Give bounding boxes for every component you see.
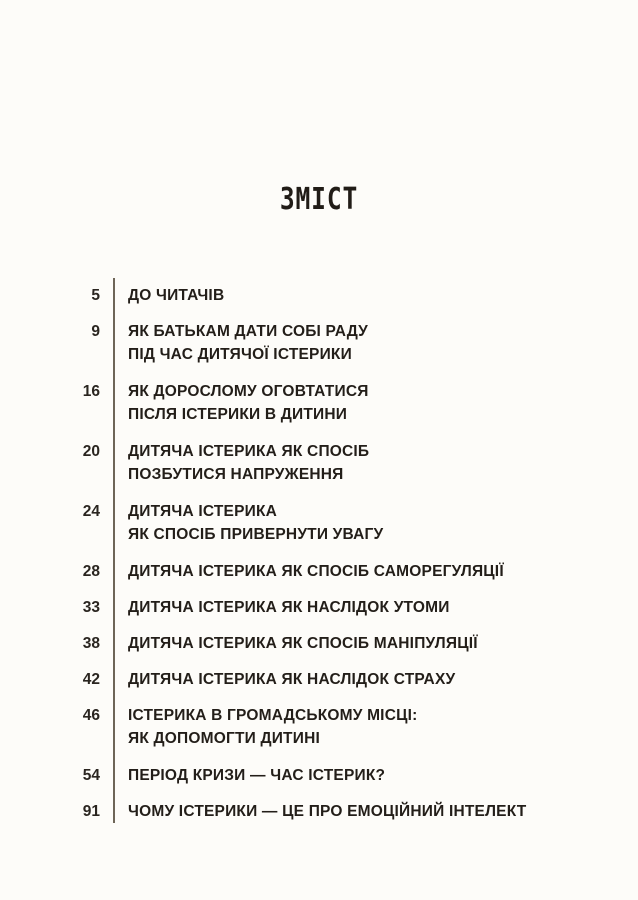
toc-entry[interactable] xyxy=(0,596,638,619)
entry-title: ЯК ДОРОСЛОМУ ОГОВТАТИСЯ ПІСЛЯ ІСТЕРИКИ В ДИТИНИ xyxy=(128,383,369,423)
page-number: 28 xyxy=(82,563,100,580)
toc-entry[interactable] xyxy=(0,440,638,486)
page-number: 46 xyxy=(82,707,100,724)
page-number: 20 xyxy=(82,443,100,460)
page-number: 42 xyxy=(82,671,100,688)
page-number: 33 xyxy=(82,599,100,616)
toc-entry[interactable] xyxy=(0,800,638,823)
entry-title: ДИТЯЧА ІСТЕРИКА ЯК НАСЛІДОК УТОМИ xyxy=(128,599,450,616)
toc-entry[interactable] xyxy=(0,632,638,655)
page-number: 24 xyxy=(82,503,100,520)
toc-entry[interactable] xyxy=(0,284,638,307)
toc-entry[interactable] xyxy=(0,668,638,691)
toc-entry[interactable] xyxy=(0,380,638,426)
entry-title: ДО ЧИТАЧІВ xyxy=(128,287,225,304)
table-of-contents xyxy=(0,284,638,836)
entry-title: ДИТЯЧА ІСТЕРИКА ЯК СПОСІБ САМОРЕГУЛЯЦІЇ xyxy=(128,563,504,580)
page-number: 54 xyxy=(82,767,100,784)
page-number: 5 xyxy=(91,287,100,304)
toc-entry[interactable] xyxy=(0,500,638,546)
entry-title: ДИТЯЧА ІСТЕРИКА ЯК НАСЛІДОК СТРАХУ xyxy=(128,671,456,688)
toc-entry[interactable] xyxy=(0,704,638,750)
entry-title: ЧОМУ ІСТЕРИКИ — ЦЕ ПРО ЕМОЦІЙНИЙ ІНТЕЛЕКТ xyxy=(128,803,527,820)
page-number: 38 xyxy=(82,635,100,652)
entry-title: ПЕРІОД КРИЗИ — ЧАС ІСТЕРИК? xyxy=(128,767,386,784)
toc-entry[interactable] xyxy=(0,560,638,583)
page-title: ЗМІСТ xyxy=(279,182,359,217)
entry-title: ІСТЕРИКА В ГРОМАДСЬКОМУ МІСЦІ: ЯК ДОПОМОГТИ ДИТИНІ xyxy=(128,707,418,747)
page-number: 9 xyxy=(91,323,100,340)
entry-title: ДИТЯЧА ІСТЕРИКА ЯК СПОСІБ МАНІПУЛЯЦІЇ xyxy=(128,635,478,652)
page-number: 91 xyxy=(82,803,100,820)
entry-title: ДИТЯЧА ІСТЕРИКА ЯК СПОСІБ ПРИВЕРНУТИ УВАГУ xyxy=(128,503,384,543)
entry-title: ДИТЯЧА ІСТЕРИКА ЯК СПОСІБ ПОЗБУТИСЯ НАПРУЖЕННЯ xyxy=(128,443,370,483)
toc-entry[interactable] xyxy=(0,320,638,366)
page-number: 16 xyxy=(82,383,100,400)
entry-title: ЯК БАТЬКАМ ДАТИ СОБІ РАДУ ПІД ЧАС ДИТЯЧОЇ ІСТЕРИКИ xyxy=(128,323,368,363)
toc-entry[interactable] xyxy=(0,764,638,787)
